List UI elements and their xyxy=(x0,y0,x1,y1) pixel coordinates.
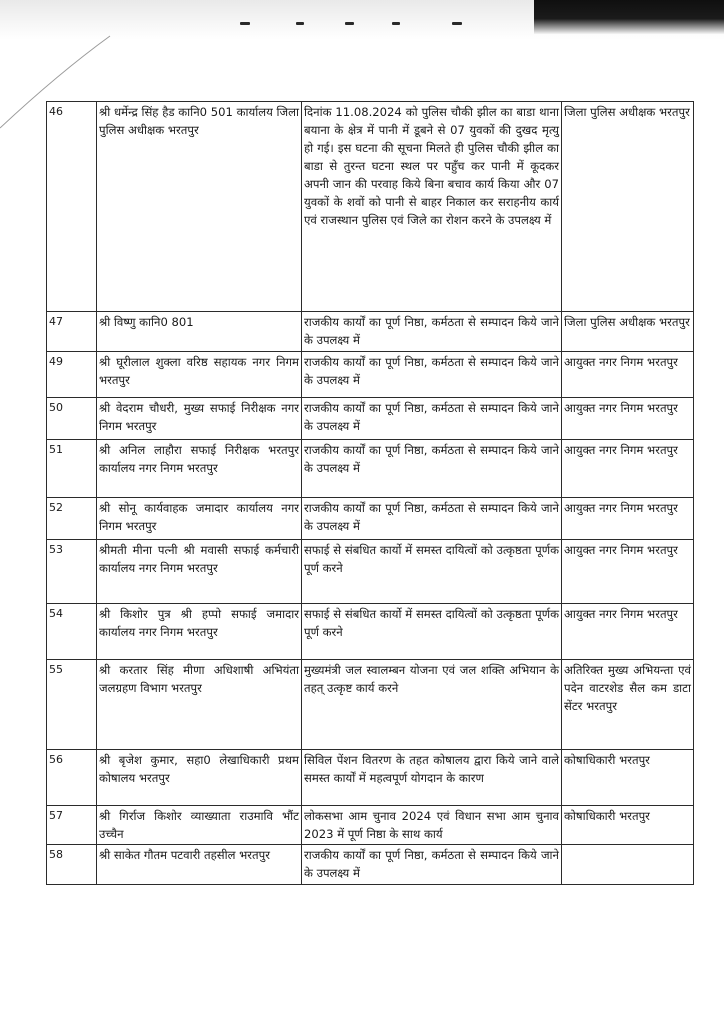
scan-mark xyxy=(296,22,304,25)
table-row xyxy=(47,604,694,660)
recommending-authority: आयुक्त नगर निगम भरतपुर xyxy=(562,440,694,498)
recommending-authority: जिला पुलिस अधीक्षक भरतपुर xyxy=(562,312,694,352)
award-reason: सफाई से संबधित कार्यो में समस्त दायित्वों को उत्कृष्ठता पूर्णक पूर्ण करने xyxy=(302,604,562,660)
recommending-authority: आयुक्त नगर निगम भरतपुर xyxy=(562,352,694,398)
award-reason: राजकीय कार्यों का पूर्ण निष्ठा, कर्मठता से सम्पादन किये जाने के उपलक्ष्य में xyxy=(302,498,562,540)
scan-dark-corner xyxy=(534,0,724,34)
recommending-authority: आयुक्त नगर निगम भरतपुर xyxy=(562,604,694,660)
serial-number: 46 xyxy=(47,102,97,312)
table-row xyxy=(47,312,694,352)
serial-number: 57 xyxy=(47,806,97,845)
employee-name: श्री गिर्राज किशोर व्याख्याता राउमावि भौंट उच्चैन xyxy=(97,806,302,845)
award-reason: राजकीय कार्यों का पूर्ण निष्ठा, कर्मठता से सम्पादन किये जाने के उपलक्ष्य में xyxy=(302,312,562,352)
employee-name: श्री विष्णु कानि0 801 xyxy=(97,312,302,352)
serial-number: 53 xyxy=(47,540,97,604)
recommending-authority xyxy=(562,845,694,885)
table-row xyxy=(47,806,694,845)
award-reason: दिनांक 11.08.2024 को पुलिस चौकी झील का बाडा थाना बयाना के क्षेत्र में पानी में डूबने से 07 युवकों की दुखद मृत्यु हो गई। इस घटना की सूचना मिलते ही पुलिस चौकी झील का बाडा से तुरन्त घटना स्थल पर पहुँच कर पानी में कूदकर अपनी जान की परवाह किये बिना बचाव कार्य किया और 07 युवकों के शवों को पानी से बाहर निकाल कर सराहनीय कार्य एवं राजस्थान पुलिस एवं जिले का रोशन करने के उपलक्ष्य में xyxy=(302,102,562,312)
serial-number: 49 xyxy=(47,352,97,398)
table-row xyxy=(47,660,694,750)
serial-number: 56 xyxy=(47,750,97,806)
recommending-authority: कोषाधिकारी भरतपुर xyxy=(562,806,694,845)
award-reason: राजकीय कार्यों का पूर्ण निष्ठा, कर्मठता से सम्पादन किये जाने के उपलक्ष्य में xyxy=(302,845,562,885)
serial-number: 50 xyxy=(47,398,97,440)
award-reason: राजकीय कार्यों का पूर्ण निष्ठा, कर्मठता से सम्पादन किये जाने के उपलक्ष्य में xyxy=(302,440,562,498)
recommending-authority: आयुक्त नगर निगम भरतपुर xyxy=(562,398,694,440)
scan-mark xyxy=(345,22,354,25)
awards-table xyxy=(46,101,694,885)
recommending-authority: आयुक्त नगर निगम भरतपुर xyxy=(562,498,694,540)
employee-name: श्री साकेत गौतम पटवारी तहसील भरतपुर xyxy=(97,845,302,885)
award-reason: लोकसभा आम चुनाव 2024 एवं विधान सभा आम चुनाव 2023 में पूर्ण निष्ठा के साथ कार्य xyxy=(302,806,562,845)
employee-name: श्री करतार सिंह मीणा अधिशाषी अभियंता जलग्रहण विभाग भरतपुर xyxy=(97,660,302,750)
employee-name: श्री किशोर पुत्र श्री हप्पो सफाई जमादार कार्यालय नगर निगम भरतपुर xyxy=(97,604,302,660)
award-reason: सफाई से संबधित कार्यो में समस्त दायित्वों को उत्कृष्ठता पूर्णक पूर्ण करने xyxy=(302,540,562,604)
employee-name: श्री सोनू कार्यवाहक जमादार कार्यालय नगर निगम भरतपुर xyxy=(97,498,302,540)
table-row xyxy=(47,440,694,498)
scan-mark xyxy=(392,22,400,25)
serial-number: 47 xyxy=(47,312,97,352)
employee-name: श्रीमती मीना पत्नी श्री मवासी सफाई कर्मचारी कार्यालय नगर निगम भरतपुर xyxy=(97,540,302,604)
scan-mark xyxy=(240,22,250,25)
serial-number: 52 xyxy=(47,498,97,540)
table-row xyxy=(47,102,694,312)
table-row xyxy=(47,398,694,440)
table-row xyxy=(47,540,694,604)
recommending-authority: कोषाधिकारी भरतपुर xyxy=(562,750,694,806)
employee-name: श्री घूरीलाल शुक्ला वरिष्ठ सहायक नगर निगम भरतपुर xyxy=(97,352,302,398)
award-reason: मुख्यमंत्री जल स्वालम्बन योजना एवं जल शक्ति अभियान के तहत् उत्कृष्ट कार्य करने xyxy=(302,660,562,750)
employee-name: श्री बृजेश कुमार, सहा0 लेखाधिकारी प्रथम कोषालय भरतपुर xyxy=(97,750,302,806)
award-reason: राजकीय कार्यों का पूर्ण निष्ठा, कर्मठता से सम्पादन किये जाने के उपलक्ष्य में xyxy=(302,398,562,440)
serial-number: 51 xyxy=(47,440,97,498)
employee-name: श्री वेदराम चौधरी, मुख्य सफाई निरीक्षक नगर निगम भरतपुर xyxy=(97,398,302,440)
employee-name: श्री धर्मेन्द्र सिंह हैड कानि0 501 कार्यालय जिला पुलिस अधीक्षक भरतपुर xyxy=(97,102,302,312)
award-reason: सिविल पेंशन वितरण के तहत कोषालय द्वारा किये जाने वाले समस्त कार्यों में महत्वपूर्ण योगदान के कारण xyxy=(302,750,562,806)
table-row xyxy=(47,845,694,885)
serial-number: 55 xyxy=(47,660,97,750)
recommending-authority: आयुक्त नगर निगम भरतपुर xyxy=(562,540,694,604)
scan-mark xyxy=(452,22,462,25)
serial-number: 54 xyxy=(47,604,97,660)
recommending-authority: जिला पुलिस अधीक्षक भरतपुर xyxy=(562,102,694,312)
award-reason: राजकीय कार्यों का पूर्ण निष्ठा, कर्मठता से सम्पादन किये जाने के उपलक्ष्य में xyxy=(302,352,562,398)
table-row xyxy=(47,352,694,398)
table-row xyxy=(47,498,694,540)
employee-name: श्री अनिल लाहौरा सफाई निरीक्षक भरतपुर कार्यालय नगर निगम भरतपुर xyxy=(97,440,302,498)
serial-number: 58 xyxy=(47,845,97,885)
table-row xyxy=(47,750,694,806)
recommending-authority: अतिरिक्त मुख्य अभियन्ता एवं पदेन वाटरशेड सैल कम डाटा सेंटर भरतपुर xyxy=(562,660,694,750)
